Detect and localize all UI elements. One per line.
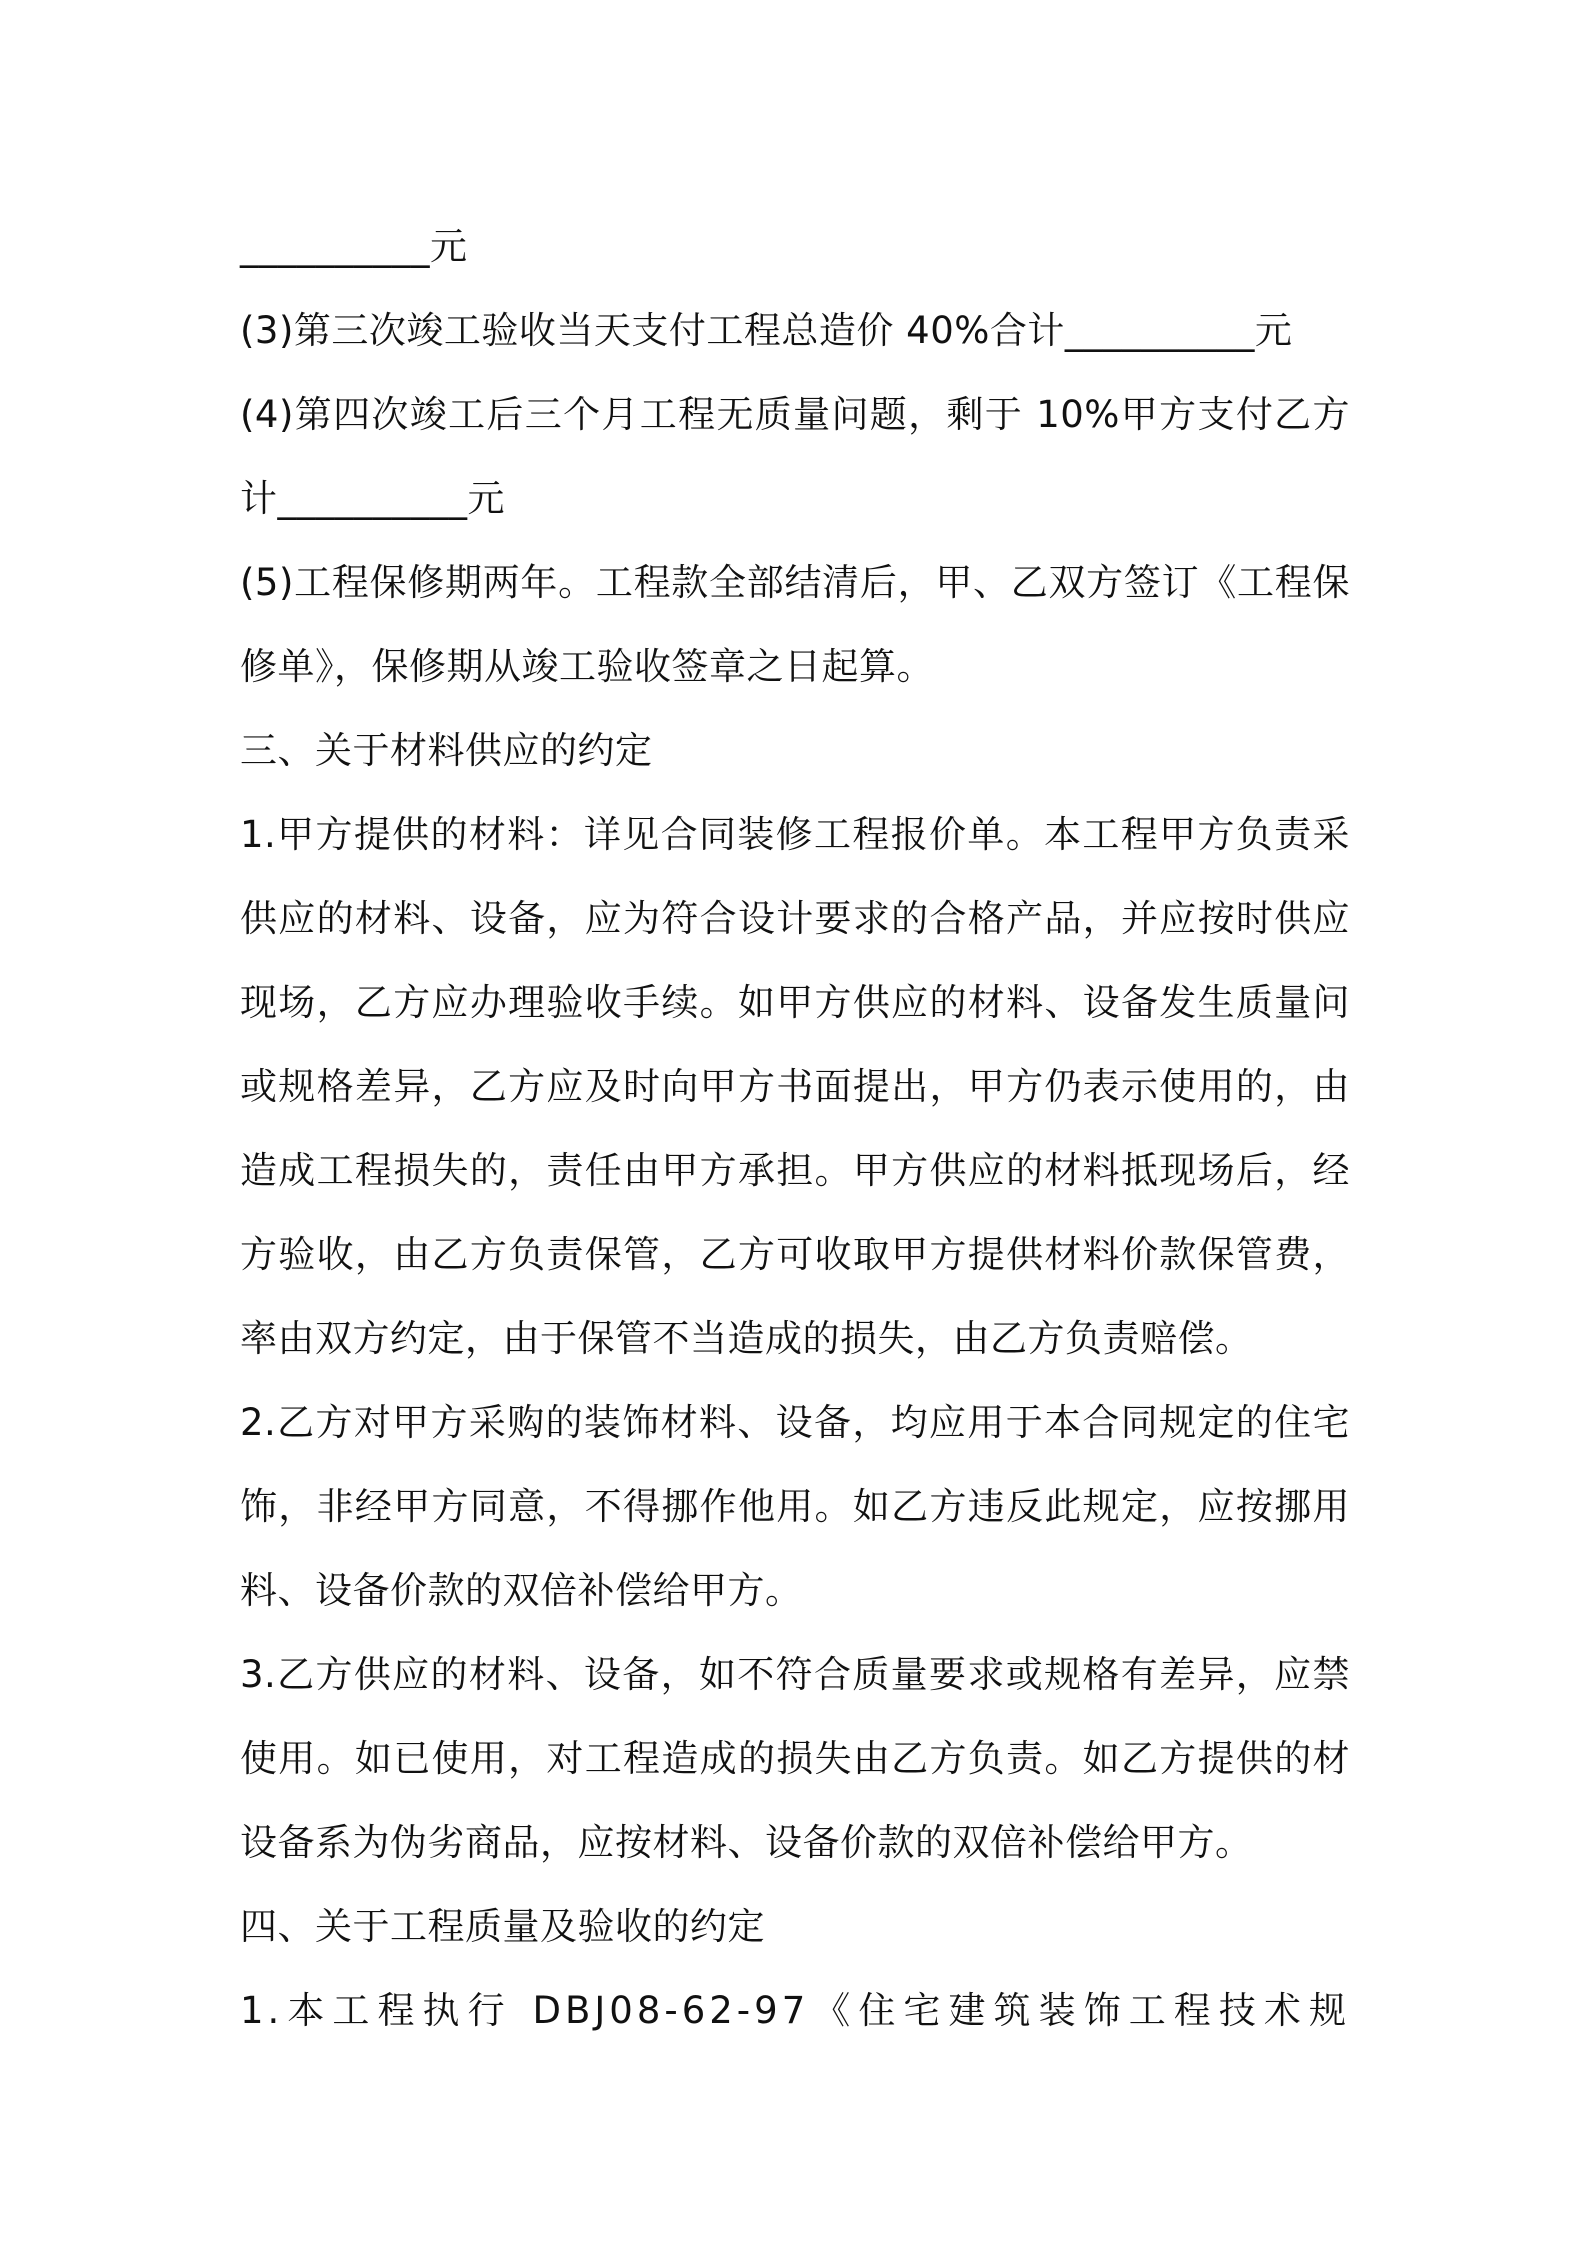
section-heading-3: 三、关于材料供应的约定 (240, 729, 653, 772)
text-line-14: 率由双方约定，由于保管不当造成的损失，由乙方负责赔偿。 (240, 1317, 1253, 1360)
text-line-20: 设备系为伪劣商品，应按材料、设备价款的双倍补偿给甲方。 (240, 1821, 1253, 1864)
document-body (240, 205, 1350, 2053)
text-line-16: 饰，非经甲方同意，不得挪作他用。如乙方违反此规定，应按挪用 (240, 1485, 1350, 1528)
text-line-6: 修单》，保修期从竣工验收签章之日起算。 (240, 645, 934, 688)
text-line-11: 或规格差异，乙方应及时向甲方书面提出，甲方仍表示使用的，由 (240, 1065, 1350, 1108)
text-line-19: 使用。如已使用，对工程造成的损失由乙方负责。如乙方提供的材 (240, 1737, 1350, 1780)
text-line-3: (4)第四次竣工后三个月工程无质量问题，剩于 10%甲方支付乙方 (240, 393, 1350, 436)
text-line-22: 1.本工程执行 DBJ08-62-97《住宅建筑装饰工程技术规 (240, 1989, 1350, 2032)
text-line-1: __________元 (240, 225, 468, 268)
text-line-5: (5)工程保修期两年。工程款全部结清后，甲、乙双方签订《工程保 (240, 561, 1350, 604)
text-line-8: 1.甲方提供的材料：详见合同装修工程报价单。本工程甲方负责采 (240, 813, 1350, 856)
text-line-4: 计__________元 (240, 477, 505, 520)
text-line-18: 3.乙方供应的材料、设备，如不符合质量要求或规格有差异，应禁 (240, 1653, 1350, 1696)
text-line-15: 2.乙方对甲方采购的装饰材料、设备，均应用于本合同规定的住宅 (240, 1401, 1350, 1444)
text-line-17: 料、设备价款的双倍补偿给甲方。 (240, 1569, 803, 1612)
text-line-2: (3)第三次竣工验收当天支付工程总造价 40%合计__________元 (240, 309, 1293, 352)
text-line-9: 供应的材料、设备，应为符合设计要求的合格产品，并应按时供应 (240, 897, 1350, 940)
section-heading-4: 四、关于工程质量及验收的约定 (240, 1905, 765, 1948)
text-line-10: 现场，乙方应办理验收手续。如甲方供应的材料、设备发生质量问 (240, 981, 1350, 1024)
text-line-12: 造成工程损失的，责任由甲方承担。甲方供应的材料抵现场后，经 (240, 1149, 1350, 1192)
text-line-13: 方验收，由乙方负责保管，乙方可收取甲方提供材料价款保管费， (240, 1233, 1350, 1276)
